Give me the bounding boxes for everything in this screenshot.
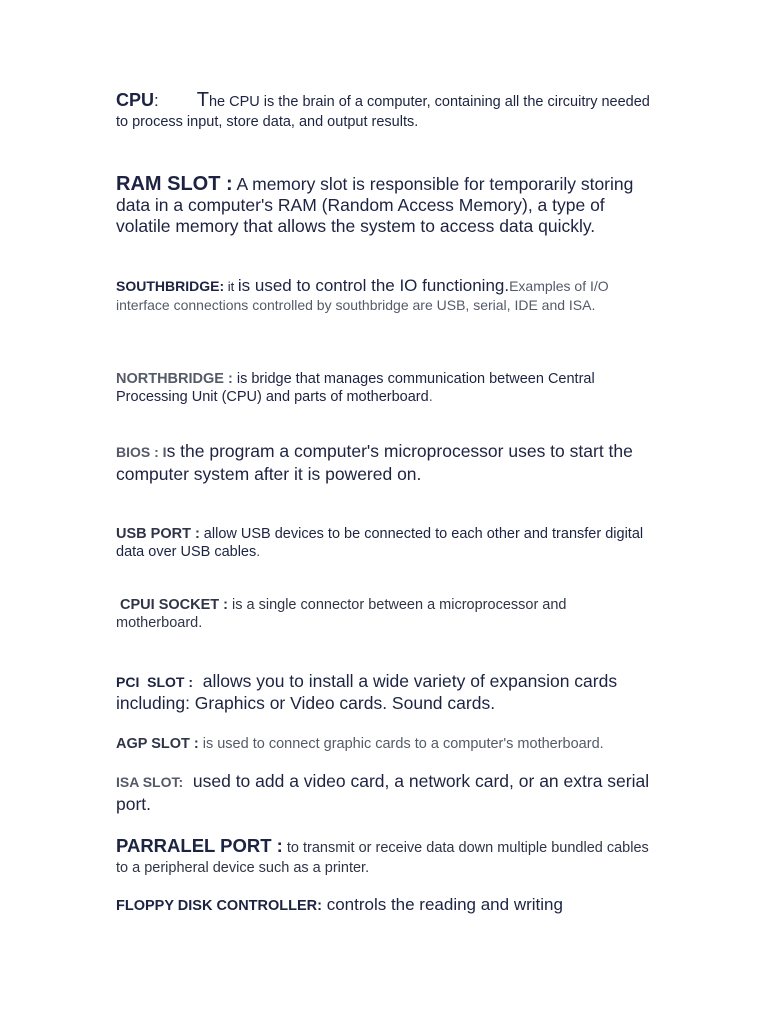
entry-ram-slot [116,174,656,237]
definition-cpui-socket: is a single connector between a microprocessor and motherboard. [116,597,567,631]
definition-pci-slot: allows you to install a wide variety of expansion cards including: Graphics or Video cards. Sound cards. [116,671,622,713]
entry-cpu [116,90,656,132]
entry-cpui-socket [116,596,656,632]
term-isa-slot: ISA SLOT: [116,774,184,790]
entry-pci-slot [116,671,656,714]
entry-bios [116,440,656,485]
definition-usb-port-period: . [256,544,261,560]
entry-isa-slot [116,770,656,815]
term-cpu-colon: : [154,91,159,110]
term-agp-slot: AGP SLOT : [116,736,199,752]
term-cpu: CPU [116,90,155,110]
definition-cpu: he CPU is the brain of a computer, containing all the circuitry needed to process input, store data, and output results. [116,94,650,130]
entry-parralel-port [116,836,656,878]
definition-usb-port: allow USB devices to be connected to each other and transfer digital data over USB cables [116,526,644,560]
definition-southbridge-examples: Examples of I/O interface connections controlled by southbridge are USB, serial, IDE and ISA. [116,278,609,313]
definition-agp-slot: is used to connect graphic cards to a computer's motherboard. [198,736,604,752]
definition-northbridge-period: . [428,389,433,405]
term-ram-slot: RAM SLOT : [116,173,233,195]
term-southbridge: SOUTHBRIDGE: [116,278,225,294]
entry-usb-port [116,525,656,561]
definition-ram-slot: A memory slot is responsible for temporarily storing data in a computer's RAM (Random Access Memory), a type of volatile memory that allows the system to access data quickly. [116,174,634,236]
cpu-dropcap: T [196,89,209,111]
entry-southbridge [116,277,656,315]
entry-northbridge [116,370,656,406]
term-northbridge: NORTHBRIDGE : [116,371,233,387]
definition-northbridge: is bridge that manages communication between Central Processing Unit (CPU) and parts of motherboard [116,371,595,405]
term-pci-slot: PCI SLOT : [116,674,193,690]
definition-isa-slot: used to add a video card, a network card, or an extra serial port. [116,771,654,814]
term-floppy-disk-controller: FLOPPY DISK CONTROLLER: [116,898,322,914]
southbridge-it: it [224,279,238,294]
definition-southbridge-main: is used to control the IO functioning. [237,276,510,295]
entry-agp-slot [116,735,676,753]
term-bios: BIOS : I [116,444,167,460]
definition-floppy-disk-controller: controls the reading and writing [321,895,563,914]
definition-parralel-port: to transmit or receive data down multiple bundled cables to a peripheral device such as a printer. [116,840,649,876]
term-parralel-port: PARRALEL PORT : [116,835,283,856]
term-cpui-socket: CPUI SOCKET : [116,597,228,613]
term-usb-port: USB PORT : [116,526,200,542]
entry-floppy-disk-controller [116,894,656,917]
definition-bios: s the program a computer's microprocessor uses to start the computer system after it is powered on. [116,441,633,484]
